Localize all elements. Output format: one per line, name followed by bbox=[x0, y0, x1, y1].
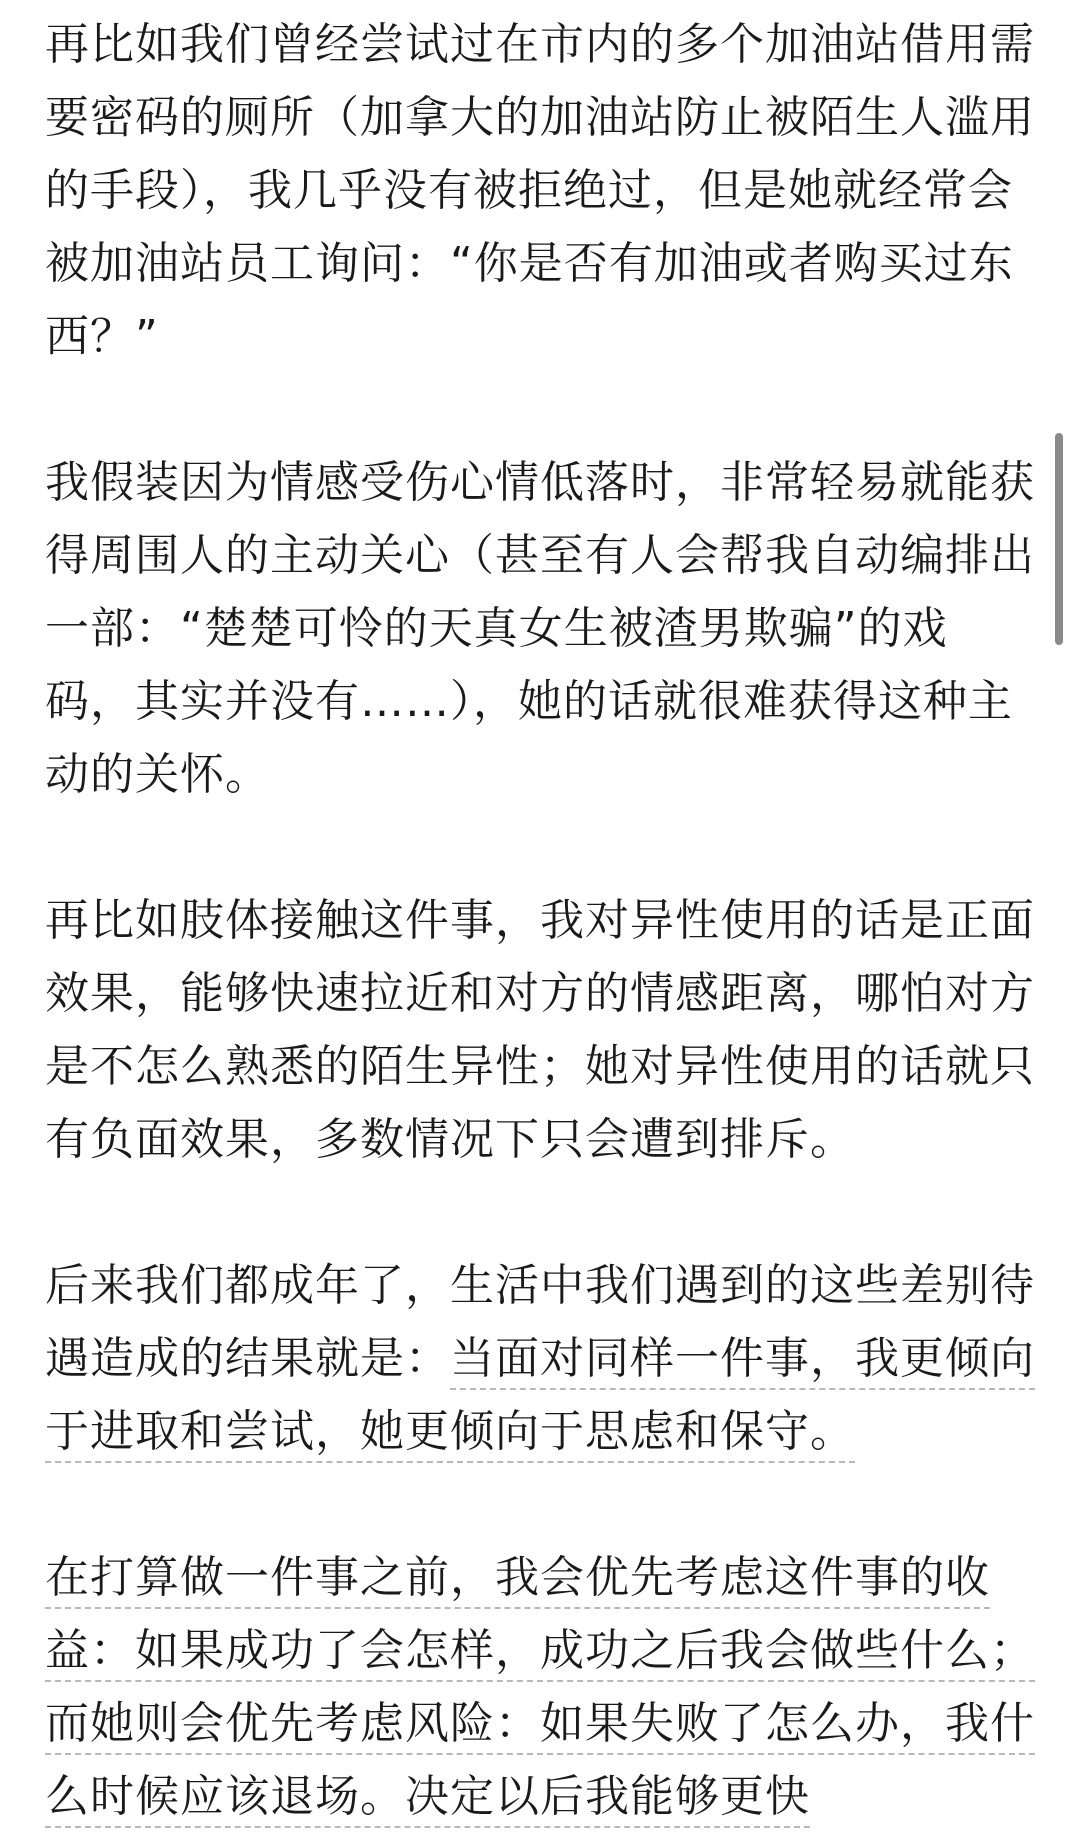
highlighted-text[interactable]: 在打算做一件事之前，我会优先考虑这件事的收益：如果成功了会怎样，成功之后我会做些什么；而她则会优先考虑风险：如果失败了怎么办，我什么时候应该退场。决定以后我能够更快 bbox=[45, 1552, 1035, 1828]
article-body bbox=[45, 0, 1035, 1833]
paragraph-text: 我假装因为情感受伤心情低落时，非常轻易就能获得周围人的主动关心（甚至有人会帮我自动编排出一部：“楚楚可怜的天真女生被渣男欺骗”的戏码，其实并没有……），她的话就很难获得这种主动的关怀。 bbox=[45, 457, 1035, 800]
paragraph-text: 后来我们都成年了，生活中我们遇到的这些差别待遇造成的结果就是： bbox=[45, 1260, 1035, 1384]
highlighted-text[interactable]: 当面对同样一件事，我更倾向于进取和尝试，她更倾向于思虑和保守。 bbox=[45, 1333, 1035, 1463]
paragraph-gas-station bbox=[45, 8, 1035, 373]
scrollbar-thumb[interactable] bbox=[1055, 433, 1063, 645]
paragraph-emotional-care bbox=[45, 446, 1035, 811]
paragraph-text: 再比如肢体接触这件事，我对异性使用的话是正面效果，能够快速拉近和对方的情感距离，哪怕对方是不怎么熟悉的陌生异性；她对异性使用的话就只有负面效果，多数情况下只会遭到排斥。 bbox=[45, 895, 1035, 1165]
paragraph-adulthood bbox=[45, 1249, 1035, 1468]
paragraph-gain-vs-risk bbox=[45, 1541, 1035, 1833]
paragraph-physical-contact bbox=[45, 884, 1035, 1176]
paragraph-text: 再比如我们曾经尝试过在市内的多个加油站借用需要密码的厕所（加拿大的加油站防止被陌生人滥用的手段），我几乎没有被拒绝过，但是她就经常会被加油站员工询问：“你是否有加油或者购买过东西？” bbox=[45, 19, 1035, 362]
